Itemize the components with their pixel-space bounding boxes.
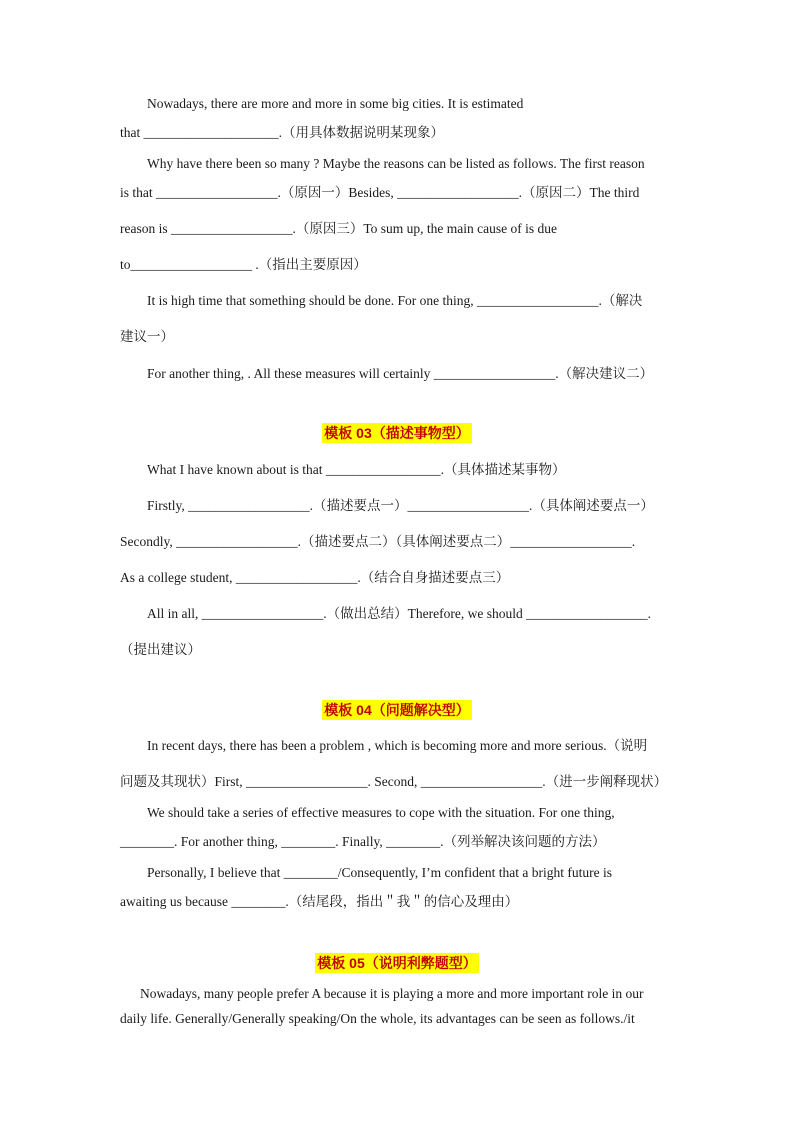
section-heading-wrap (0, 423, 794, 443)
paragraph-line: Why have there been so many ? Maybe the reasons can be listed as follows. The first reason (147, 156, 645, 171)
paragraph-line: ________. For another thing, ________. Finally, ________.（列举解决该问题的方法） (120, 834, 606, 849)
paragraph-line: What I have known about is that _________________.（具体描述某事物） (147, 462, 566, 477)
paragraph-line: to__________________ .（指出主要原因） (120, 257, 367, 272)
paragraph-line: （提出建议） (120, 642, 201, 657)
section-heading: 模板 03（描述事物型） (324, 425, 470, 441)
paragraph-line: We should take a series of effective measures to cope with the situation. For one thing, (147, 805, 615, 820)
paragraph-line: As a college student, __________________.（结合自身描述要点三） (120, 570, 510, 585)
paragraph-line: 建议一） (120, 329, 174, 344)
paragraph-line: Nowadays, many people prefer A because it is playing a more and more important role in our (140, 986, 644, 1001)
paragraph-line: Nowadays, there are more and more in some big cities. It is estimated (147, 96, 524, 111)
section-heading-wrap (0, 953, 794, 973)
paragraph-line: that ____________________.（用具体数据说明某现象） (120, 125, 444, 140)
paragraph-line: Personally, I believe that ________/Consequently, I’m confident that a bright future is (147, 865, 613, 880)
paragraph-line: For another thing, . All these measures will certainly __________________.（解决建议二） (147, 366, 654, 381)
paragraph-line: It is high time that something should be done. For one thing, __________________.（解决 (147, 293, 643, 308)
paragraph-line: is that __________________.（原因一）Besides, __________________.（原因二）The third (120, 185, 640, 200)
paragraph-line: All in all, __________________.（做出总结）Therefore, we should __________________. (147, 606, 651, 621)
paragraph-line: In recent days, there has been a problem , which is becoming more and more serious.（说明 (147, 738, 648, 753)
paragraph-line: daily life. Generally/Generally speaking/On the whole, its advantages can be seen as follows./it (120, 1011, 635, 1026)
paragraph-line: Secondly, __________________.（描述要点二）（具体阐述要点二）__________________. (120, 534, 636, 549)
section-heading-wrap (0, 700, 794, 720)
section-heading: 模板 04（问题解决型） (324, 702, 470, 718)
paragraph-line: awaiting us because ________.（结尾段，指出＂我＂的信心及理由） (120, 894, 519, 909)
paragraph-line: 问题及其现状）First, __________________. Second, __________________.（进一步阐释现状） (120, 774, 668, 789)
paragraph-line: Firstly, __________________.（描述要点一）__________________.（具体阐述要点一） (147, 498, 654, 513)
paragraph-line: reason is __________________.（原因三）To sum up, the main cause of is due (120, 221, 558, 236)
section-heading: 模板 05（说明利弊题型） (317, 955, 477, 971)
